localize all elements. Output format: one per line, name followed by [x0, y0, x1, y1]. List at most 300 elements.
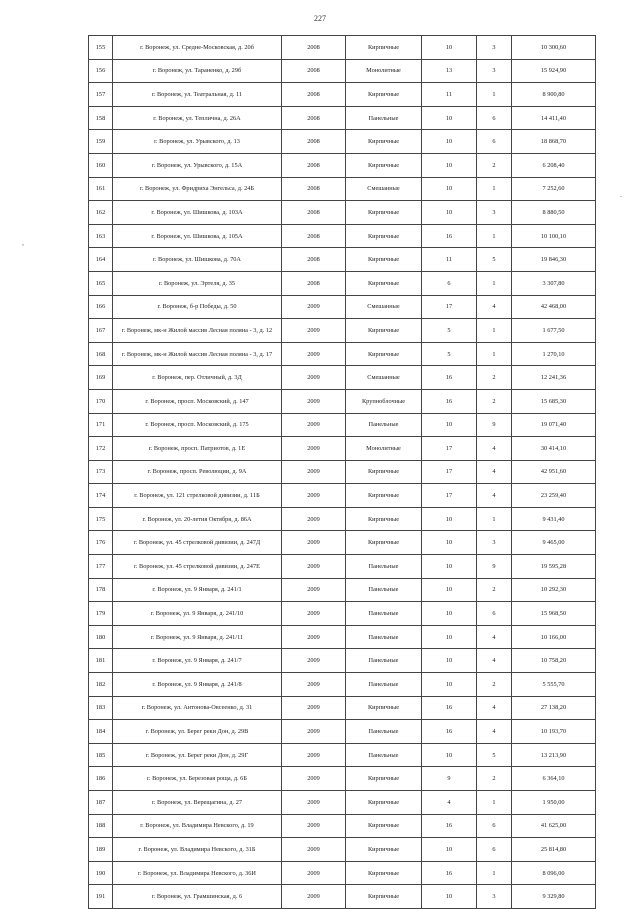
stray-mark: . [620, 190, 622, 199]
floors-cell: 16 [422, 720, 477, 744]
table-row [89, 602, 596, 626]
address-cell: г. Воронеж, ул. Шишкова, д. 103А [113, 201, 282, 225]
wall-material-cell: Кирпичные [346, 885, 422, 909]
entrances-cell: 2 [477, 578, 512, 602]
entrances-cell: 1 [477, 224, 512, 248]
wall-material-cell: Кирпичные [346, 507, 422, 531]
area-cell: 1 677,50 [512, 319, 596, 343]
entrances-cell: 4 [477, 649, 512, 673]
table-row [89, 295, 596, 319]
wall-material-cell: Кирпичные [346, 767, 422, 791]
address-cell: г. Воронеж, ул. 9 Января, д. 241/11 [113, 625, 282, 649]
address-cell: г. Воронеж, ул. Шишкова, д. 70А [113, 248, 282, 272]
entrances-cell: 1 [477, 791, 512, 815]
year-cell: 2008 [282, 271, 346, 295]
table-row [89, 437, 596, 461]
row-number-cell: 156 [89, 59, 113, 83]
entrances-cell: 4 [477, 484, 512, 508]
floors-cell: 16 [422, 224, 477, 248]
table-row [89, 484, 596, 508]
address-cell: г. Воронеж, ул. Владимира Невского, д. 36И [113, 861, 282, 885]
floors-cell: 16 [422, 366, 477, 390]
entrances-cell: 5 [477, 743, 512, 767]
table-row [89, 153, 596, 177]
table-row [89, 578, 596, 602]
row-number-cell: 167 [89, 319, 113, 343]
entrances-cell: 4 [477, 720, 512, 744]
area-cell: 30 414,10 [512, 437, 596, 461]
row-number-cell: 178 [89, 578, 113, 602]
row-number-cell: 187 [89, 791, 113, 815]
wall-material-cell: Панельные [346, 625, 422, 649]
wall-material-cell: Кирпичные [346, 248, 422, 272]
address-cell: г. Воронеж, ул. Фридриха Энгельса, д. 24Б [113, 177, 282, 201]
address-cell: г. Воронеж, пер. Отличный, д. 3Д [113, 366, 282, 390]
entrances-cell: 2 [477, 767, 512, 791]
area-cell: 15 924,90 [512, 59, 596, 83]
wall-material-cell: Крупноблочные [346, 389, 422, 413]
table-row [89, 791, 596, 815]
area-cell: 1 950,00 [512, 791, 596, 815]
address-cell: г. Воронеж, ул. Средне-Московская, д. 20б [113, 36, 282, 60]
year-cell: 2009 [282, 602, 346, 626]
year-cell: 2009 [282, 319, 346, 343]
year-cell: 2008 [282, 83, 346, 107]
address-cell: г. Воронеж, ул. Владимира Невского, д. 31Б [113, 838, 282, 862]
wall-material-cell: Смешанные [346, 177, 422, 201]
address-cell: г. Воронеж, ул. 9 Января, д. 241/7 [113, 649, 282, 673]
table-row [89, 649, 596, 673]
table-row [89, 673, 596, 697]
wall-material-cell: Панельные [346, 413, 422, 437]
entrances-cell: 5 [477, 248, 512, 272]
table-row [89, 248, 596, 272]
area-cell: 14 411,40 [512, 106, 596, 130]
year-cell: 2009 [282, 861, 346, 885]
floors-cell: 16 [422, 814, 477, 838]
address-cell: г. Воронеж, ул. Теплична, д. 26А [113, 106, 282, 130]
floors-cell: 10 [422, 555, 477, 579]
wall-material-cell: Панельные [346, 602, 422, 626]
area-cell: 42 951,60 [512, 460, 596, 484]
address-cell: г. Воронеж, просп. Патриотов, д. 1Е [113, 437, 282, 461]
floors-cell: 10 [422, 413, 477, 437]
floors-cell: 10 [422, 885, 477, 909]
year-cell: 2009 [282, 366, 346, 390]
wall-material-cell: Панельные [346, 578, 422, 602]
entrances-cell: 2 [477, 673, 512, 697]
table-row [89, 814, 596, 838]
floors-cell: 17 [422, 484, 477, 508]
area-cell: 10 292,30 [512, 578, 596, 602]
year-cell: 2009 [282, 649, 346, 673]
wall-material-cell: Кирпичные [346, 271, 422, 295]
wall-material-cell: Панельные [346, 673, 422, 697]
area-cell: 23 259,40 [512, 484, 596, 508]
row-number-cell: 157 [89, 83, 113, 107]
year-cell: 2009 [282, 814, 346, 838]
entrances-cell: 3 [477, 885, 512, 909]
table-row [89, 531, 596, 555]
year-cell: 2009 [282, 507, 346, 531]
floors-cell: 10 [422, 201, 477, 225]
wall-material-cell: Монолитные [346, 59, 422, 83]
floors-cell: 17 [422, 460, 477, 484]
wall-material-cell: Панельные [346, 720, 422, 744]
floors-cell: 10 [422, 153, 477, 177]
row-number-cell: 165 [89, 271, 113, 295]
entrances-cell: 1 [477, 861, 512, 885]
table-row [89, 342, 596, 366]
year-cell: 2008 [282, 59, 346, 83]
row-number-cell: 182 [89, 673, 113, 697]
area-cell: 9 329,80 [512, 885, 596, 909]
year-cell: 2008 [282, 177, 346, 201]
stray-mark: , [22, 238, 24, 247]
row-number-cell: 168 [89, 342, 113, 366]
year-cell: 2009 [282, 838, 346, 862]
area-cell: 7 252,60 [512, 177, 596, 201]
row-number-cell: 166 [89, 295, 113, 319]
entrances-cell: 4 [477, 460, 512, 484]
table-row [89, 106, 596, 130]
row-number-cell: 186 [89, 767, 113, 791]
table-row [89, 507, 596, 531]
year-cell: 2008 [282, 224, 346, 248]
wall-material-cell: Панельные [346, 555, 422, 579]
floors-cell: 10 [422, 838, 477, 862]
row-number-cell: 176 [89, 531, 113, 555]
entrances-cell: 3 [477, 201, 512, 225]
row-number-cell: 184 [89, 720, 113, 744]
address-cell: г. Воронеж, ул. Антонова-Овсеенко, д. 31 [113, 696, 282, 720]
entrances-cell: 4 [477, 696, 512, 720]
year-cell: 2008 [282, 106, 346, 130]
year-cell: 2009 [282, 885, 346, 909]
row-number-cell: 174 [89, 484, 113, 508]
wall-material-cell: Кирпичные [346, 342, 422, 366]
floors-cell: 10 [422, 177, 477, 201]
entrances-cell: 3 [477, 531, 512, 555]
wall-material-cell: Кирпичные [346, 484, 422, 508]
year-cell: 2009 [282, 413, 346, 437]
row-number-cell: 163 [89, 224, 113, 248]
entrances-cell: 1 [477, 83, 512, 107]
row-number-cell: 171 [89, 413, 113, 437]
floors-cell: 10 [422, 106, 477, 130]
wall-material-cell: Панельные [346, 106, 422, 130]
wall-material-cell: Кирпичные [346, 460, 422, 484]
row-number-cell: 172 [89, 437, 113, 461]
table-row [89, 366, 596, 390]
table-body [89, 36, 596, 909]
area-cell: 12 241,36 [512, 366, 596, 390]
area-cell: 13 213,90 [512, 743, 596, 767]
year-cell: 2009 [282, 555, 346, 579]
wall-material-cell: Смешанные [346, 366, 422, 390]
year-cell: 2009 [282, 673, 346, 697]
entrances-cell: 6 [477, 814, 512, 838]
row-number-cell: 155 [89, 36, 113, 60]
table-row [89, 224, 596, 248]
area-cell: 19 846,30 [512, 248, 596, 272]
wall-material-cell: Кирпичные [346, 861, 422, 885]
year-cell: 2009 [282, 484, 346, 508]
area-cell: 18 868,70 [512, 130, 596, 154]
address-cell: г. Воронеж, ул. 45 стрелковой дивизии, д. 247Д [113, 531, 282, 555]
row-number-cell: 162 [89, 201, 113, 225]
address-cell: г. Воронеж, просп. Революции, д. 9А [113, 460, 282, 484]
area-cell: 8 880,50 [512, 201, 596, 225]
area-cell: 10 166,00 [512, 625, 596, 649]
year-cell: 2009 [282, 342, 346, 366]
table-row [89, 696, 596, 720]
year-cell: 2008 [282, 153, 346, 177]
table-row [89, 319, 596, 343]
entrances-cell: 1 [477, 319, 512, 343]
table-row [89, 743, 596, 767]
table-row [89, 460, 596, 484]
area-cell: 8 900,80 [512, 83, 596, 107]
address-cell: г. Воронеж, ул. Берег реки Дон, д. 29Г [113, 743, 282, 767]
table-row [89, 271, 596, 295]
floors-cell: 13 [422, 59, 477, 83]
year-cell: 2009 [282, 696, 346, 720]
floors-cell: 10 [422, 507, 477, 531]
floors-cell: 5 [422, 319, 477, 343]
area-cell: 8 096,00 [512, 861, 596, 885]
area-cell: 42 468,00 [512, 295, 596, 319]
floors-cell: 10 [422, 36, 477, 60]
entrances-cell: 1 [477, 271, 512, 295]
wall-material-cell: Кирпичные [346, 153, 422, 177]
area-cell: 1 270,10 [512, 342, 596, 366]
area-cell: 3 307,80 [512, 271, 596, 295]
address-cell: г. Воронеж, ул. Шишкова, д. 105А [113, 224, 282, 248]
table-row [89, 59, 596, 83]
entrances-cell: 2 [477, 389, 512, 413]
entrances-cell: 9 [477, 413, 512, 437]
table-row [89, 36, 596, 60]
address-cell: г. Воронеж, мк-н Жилой массив Лесная поляна - 3, д. 12 [113, 319, 282, 343]
row-number-cell: 161 [89, 177, 113, 201]
address-cell: г. Воронеж, ул. Владимира Невского, д. 19 [113, 814, 282, 838]
wall-material-cell: Кирпичные [346, 201, 422, 225]
year-cell: 2008 [282, 130, 346, 154]
wall-material-cell: Панельные [346, 649, 422, 673]
address-cell: г. Воронеж, мк-н Жилой массив Лесная поляна - 3, д. 17 [113, 342, 282, 366]
year-cell: 2009 [282, 460, 346, 484]
year-cell: 2009 [282, 437, 346, 461]
area-cell: 10 100,10 [512, 224, 596, 248]
wall-material-cell: Кирпичные [346, 531, 422, 555]
entrances-cell: 1 [477, 342, 512, 366]
row-number-cell: 158 [89, 106, 113, 130]
entrances-cell: 2 [477, 153, 512, 177]
address-cell: г. Воронеж, ул. Урывского, д. 15А [113, 153, 282, 177]
address-cell: г. Воронеж, ул. 9 Января, д. 241/1 [113, 578, 282, 602]
floors-cell: 11 [422, 248, 477, 272]
floors-cell: 10 [422, 673, 477, 697]
floors-cell: 10 [422, 602, 477, 626]
row-number-cell: 159 [89, 130, 113, 154]
address-cell: г. Воронеж, ул. 9 Января, д. 241/10 [113, 602, 282, 626]
address-cell: г. Воронеж, ул. Тараненко, д. 29б [113, 59, 282, 83]
year-cell: 2009 [282, 791, 346, 815]
address-cell: г. Воронеж, б-р Победы, д. 50 [113, 295, 282, 319]
table-row [89, 720, 596, 744]
year-cell: 2009 [282, 389, 346, 413]
floors-cell: 10 [422, 578, 477, 602]
address-cell: г. Воронеж, ул. 9 Января, д. 241/8 [113, 673, 282, 697]
floors-cell: 16 [422, 389, 477, 413]
area-cell: 9 431,40 [512, 507, 596, 531]
row-number-cell: 170 [89, 389, 113, 413]
entrances-cell: 4 [477, 625, 512, 649]
address-cell: г. Воронеж, ул. Эртеля, д. 35 [113, 271, 282, 295]
floors-cell: 10 [422, 649, 477, 673]
area-cell: 15 685,30 [512, 389, 596, 413]
wall-material-cell: Кирпичные [346, 224, 422, 248]
year-cell: 2008 [282, 248, 346, 272]
area-cell: 6 208,40 [512, 153, 596, 177]
row-number-cell: 189 [89, 838, 113, 862]
row-number-cell: 169 [89, 366, 113, 390]
row-number-cell: 181 [89, 649, 113, 673]
address-cell: г. Воронеж, ул. 121 стрелковой дивизии, д. 11Б [113, 484, 282, 508]
area-cell: 10 300,60 [512, 36, 596, 60]
year-cell: 2009 [282, 531, 346, 555]
row-number-cell: 164 [89, 248, 113, 272]
table-row [89, 413, 596, 437]
wall-material-cell: Монолитные [346, 437, 422, 461]
entrances-cell: 9 [477, 555, 512, 579]
entrances-cell: 2 [477, 366, 512, 390]
table-row [89, 767, 596, 791]
floors-cell: 10 [422, 625, 477, 649]
row-number-cell: 183 [89, 696, 113, 720]
entrances-cell: 1 [477, 507, 512, 531]
entrances-cell: 6 [477, 838, 512, 862]
table-row [89, 625, 596, 649]
table-row [89, 861, 596, 885]
floors-cell: 6 [422, 271, 477, 295]
address-cell: г. Воронеж, просп. Московский, д. 175 [113, 413, 282, 437]
area-cell: 5 555,70 [512, 673, 596, 697]
page-number: 227 [314, 14, 326, 23]
row-number-cell: 160 [89, 153, 113, 177]
area-cell: 9 465,00 [512, 531, 596, 555]
table-row [89, 389, 596, 413]
address-cell: г. Воронеж, просп. Московский, д. 147 [113, 389, 282, 413]
area-cell: 10 758,20 [512, 649, 596, 673]
wall-material-cell: Панельные [346, 743, 422, 767]
row-number-cell: 185 [89, 743, 113, 767]
area-cell: 6 364,10 [512, 767, 596, 791]
address-cell: г. Воронеж, ул. Берег реки Дон, д. 29В [113, 720, 282, 744]
floors-cell: 11 [422, 83, 477, 107]
area-cell: 27 138,20 [512, 696, 596, 720]
address-cell: г. Воронеж, ул. 45 стрелковой дивизии, д. 247Е [113, 555, 282, 579]
wall-material-cell: Смешанные [346, 295, 422, 319]
row-number-cell: 179 [89, 602, 113, 626]
row-number-cell: 188 [89, 814, 113, 838]
year-cell: 2009 [282, 578, 346, 602]
entrances-cell: 6 [477, 602, 512, 626]
area-cell: 19 595,28 [512, 555, 596, 579]
floors-cell: 10 [422, 531, 477, 555]
year-cell: 2009 [282, 720, 346, 744]
wall-material-cell: Кирпичные [346, 814, 422, 838]
wall-material-cell: Кирпичные [346, 791, 422, 815]
address-cell: г. Воронеж, ул. Урывского, д. 13 [113, 130, 282, 154]
entrances-cell: 1 [477, 177, 512, 201]
wall-material-cell: Кирпичные [346, 130, 422, 154]
address-cell: г. Воронеж, ул. Грамшинская, д. 6 [113, 885, 282, 909]
area-cell: 41 625,00 [512, 814, 596, 838]
year-cell: 2008 [282, 201, 346, 225]
entrances-cell: 4 [477, 437, 512, 461]
table-row [89, 177, 596, 201]
housing-table [88, 35, 596, 909]
row-number-cell: 180 [89, 625, 113, 649]
floors-cell: 10 [422, 130, 477, 154]
wall-material-cell: Кирпичные [346, 838, 422, 862]
area-cell: 15 968,50 [512, 602, 596, 626]
area-cell: 10 193,70 [512, 720, 596, 744]
entrances-cell: 3 [477, 36, 512, 60]
year-cell: 2008 [282, 36, 346, 60]
entrances-cell: 6 [477, 130, 512, 154]
row-number-cell: 191 [89, 885, 113, 909]
row-number-cell: 173 [89, 460, 113, 484]
entrances-cell: 4 [477, 295, 512, 319]
entrances-cell: 3 [477, 59, 512, 83]
table-row [89, 130, 596, 154]
entrances-cell: 6 [477, 106, 512, 130]
row-number-cell: 175 [89, 507, 113, 531]
floors-cell: 4 [422, 791, 477, 815]
address-cell: г. Воронеж, ул. Театральная, д. 11 [113, 83, 282, 107]
wall-material-cell: Кирпичные [346, 319, 422, 343]
wall-material-cell: Кирпичные [346, 36, 422, 60]
table-row [89, 201, 596, 225]
table-row [89, 83, 596, 107]
floors-cell: 9 [422, 767, 477, 791]
floors-cell: 16 [422, 696, 477, 720]
floors-cell: 16 [422, 861, 477, 885]
row-number-cell: 190 [89, 861, 113, 885]
year-cell: 2009 [282, 295, 346, 319]
row-number-cell: 177 [89, 555, 113, 579]
address-cell: г. Воронеж, ул. Верещагина, д. 27 [113, 791, 282, 815]
wall-material-cell: Кирпичные [346, 83, 422, 107]
year-cell: 2009 [282, 767, 346, 791]
floors-cell: 17 [422, 295, 477, 319]
wall-material-cell: Кирпичные [346, 696, 422, 720]
table-row [89, 555, 596, 579]
area-cell: 25 814,80 [512, 838, 596, 862]
area-cell: 19 071,40 [512, 413, 596, 437]
year-cell: 2009 [282, 625, 346, 649]
table-row [89, 838, 596, 862]
year-cell: 2009 [282, 743, 346, 767]
floors-cell: 5 [422, 342, 477, 366]
address-cell: г. Воронеж, ул. Березовая роща, д. 6Б [113, 767, 282, 791]
floors-cell: 17 [422, 437, 477, 461]
floors-cell: 10 [422, 743, 477, 767]
address-cell: г. Воронеж, ул. 20-летия Октября, д. 86А [113, 507, 282, 531]
